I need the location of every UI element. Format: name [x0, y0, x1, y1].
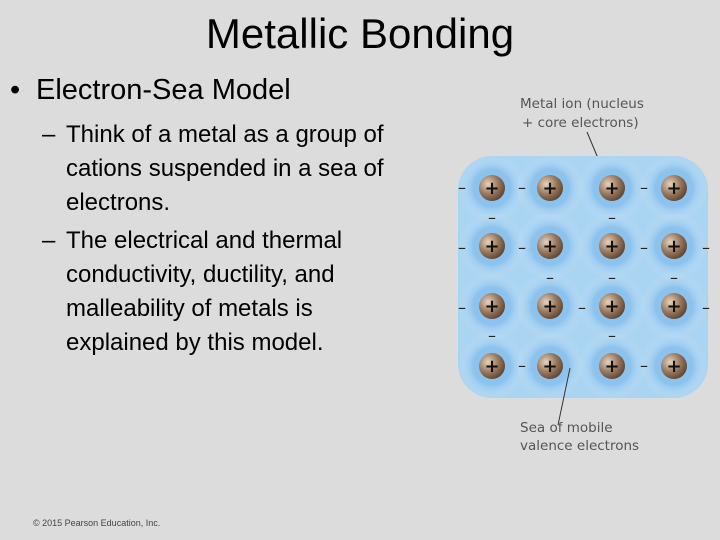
- electron: –: [546, 268, 554, 287]
- subbullet-marker: –: [42, 121, 56, 148]
- electron: –: [578, 298, 586, 317]
- electron-sea-svg: [440, 90, 720, 470]
- ion-charge: +: [484, 356, 500, 377]
- label-sea-line2: valence electrons: [520, 438, 640, 454]
- electron: –: [488, 208, 496, 227]
- bullet-list: [10, 72, 430, 360]
- electron: –: [458, 298, 466, 317]
- ion-charge: +: [604, 356, 620, 377]
- electron: –: [640, 178, 648, 197]
- bullet-electron-sea-model: [10, 72, 430, 108]
- label-metal-ion-line2: + core electrons): [522, 115, 639, 131]
- ion-charge: +: [484, 236, 500, 257]
- electron: –: [640, 356, 648, 375]
- electron: –: [640, 238, 648, 257]
- ion-charge: +: [484, 296, 500, 317]
- subbullet-1: [42, 118, 430, 220]
- bullet-marker: •: [10, 74, 21, 106]
- subbullet-2: [42, 224, 430, 360]
- ion-charge: +: [542, 236, 558, 257]
- ion-charge: +: [604, 178, 620, 199]
- electron: –: [702, 298, 710, 317]
- electron: –: [608, 208, 616, 227]
- subbullet-text: The electrical and thermal conductivity, ductility, and malleability of metals is explained by this model.: [66, 227, 343, 356]
- electron: –: [670, 268, 678, 287]
- ion-charge: +: [484, 178, 500, 199]
- label-metal-ion-line1: Metal ion (nucleus: [520, 96, 644, 112]
- subbullet-marker: –: [42, 227, 56, 254]
- electron-sea-diagram: [440, 90, 720, 470]
- ion-charge: +: [604, 296, 620, 317]
- ion-charge: +: [542, 178, 558, 199]
- electron: –: [608, 326, 616, 345]
- label-sea-line1: Sea of mobile: [520, 420, 613, 436]
- electron: –: [518, 178, 526, 197]
- ion-charge: +: [666, 236, 682, 257]
- electron: –: [608, 268, 616, 287]
- electron: –: [518, 238, 526, 257]
- ion-charge: +: [666, 178, 682, 199]
- electron: –: [518, 356, 526, 375]
- electron: –: [702, 238, 710, 257]
- electron: –: [458, 178, 466, 197]
- ion-charge: +: [666, 356, 682, 377]
- bullet-text: Electron-Sea Model: [36, 74, 291, 106]
- ion-charge: +: [604, 236, 620, 257]
- ion-charge: +: [666, 296, 682, 317]
- ion-charge: +: [542, 356, 558, 377]
- subbullet-text: Think of a metal as a group of cations suspended in a sea of electrons.: [66, 121, 384, 216]
- ion-charge: +: [542, 296, 558, 317]
- copyright-notice: © 2015 Pearson Education, Inc.: [33, 518, 161, 528]
- electron: –: [488, 326, 496, 345]
- slide-title: Metallic Bonding: [205, 10, 515, 57]
- electron: –: [458, 238, 466, 257]
